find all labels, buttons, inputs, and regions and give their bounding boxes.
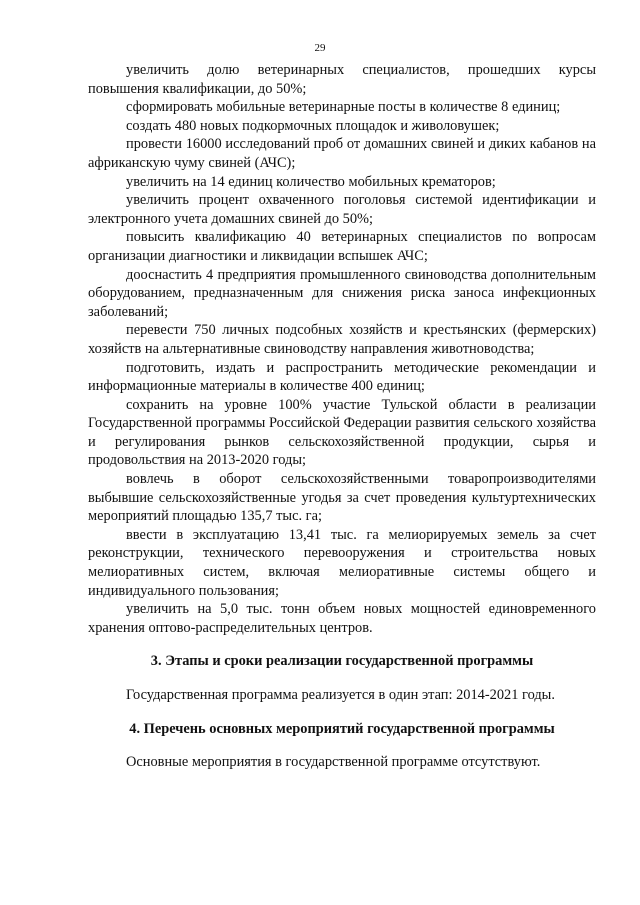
- list-item: увеличить долю ветеринарных специалистов, прошедших курсы повышения квалификации, до 50%;: [88, 62, 596, 97]
- list-item: подготовить, издать и распространить методические рекомендации и информационные материалы в количестве 400 единиц;: [88, 359, 596, 395]
- section-3-heading: 3. Этапы и сроки реализации государственной программы: [150, 653, 534, 670]
- list-item: увеличить на 14 единиц количество мобильных крематоров;: [126, 173, 496, 190]
- list-item: дооснастить 4 предприятия промышленного свиноводства дополнительным оборудованием, предназначенным для снижения риска заноса инфекционных заболеваний;: [88, 266, 596, 320]
- section-4-heading: 4. Перечень основных мероприятий государственной программы: [129, 720, 555, 737]
- list-item: увеличить процент охваченного поголовья системой идентификации и электронного учета домашних свиней до 50%;: [88, 192, 596, 227]
- list-item: сохранить на уровне 100% участие Тульской области в реализации Государственной программы Российской Федерации развития сельского хозяйства и регулирования рынков сельскохозяйственной продукции, сырья и продовольствия на 2013-2020 годы;: [88, 396, 596, 469]
- list-item: сформировать мобильные ветеринарные посты в количестве 8 единиц;: [126, 99, 561, 116]
- document-body: [88, 61, 596, 772]
- list-item: создать 480 новых подкормочных площадок и живоловушек;: [126, 117, 500, 134]
- list-item: вовлечь в оборот сельскохозяйственными товаропроизводителями выбывшие сельскохозяйственные угодья за счет проведения культуртехнических мероприятий площадью 135,7 тыс. га;: [88, 471, 596, 525]
- list-item: провести 16000 исследований проб от домашних свиней и диких кабанов на африканскую чуму свиней (АЧС);: [88, 136, 596, 171]
- list-item: ввести в эксплуатацию 13,41 тыс. га мелиорируемых земель за счет реконструкции, технического перевооружения и строительства новых мелиоративных систем, включая мелиоративные системы общего и индивидуального пользования;: [88, 526, 596, 599]
- section-4-text: Основные мероприятия в государственной программе отсутствуют.: [126, 754, 541, 771]
- list-item: увеличить на 5,0 тыс. тонн объем новых мощностей единовременного хранения оптово-распределительных центров.: [88, 601, 596, 636]
- list-item: повысить квалификацию 40 ветеринарных специалистов по вопросам организации диагностики и ликвидации вспышек АЧС;: [88, 229, 596, 264]
- page-number: 29: [314, 42, 326, 54]
- list-item: перевести 750 личных подсобных хозяйств и крестьянских (фермерских) хозяйств на альтернативные свиноводству направления животноводства;: [88, 322, 596, 357]
- section-3-text: Государственная программа реализуется в один этап: 2014-2021 годы.: [126, 687, 555, 703]
